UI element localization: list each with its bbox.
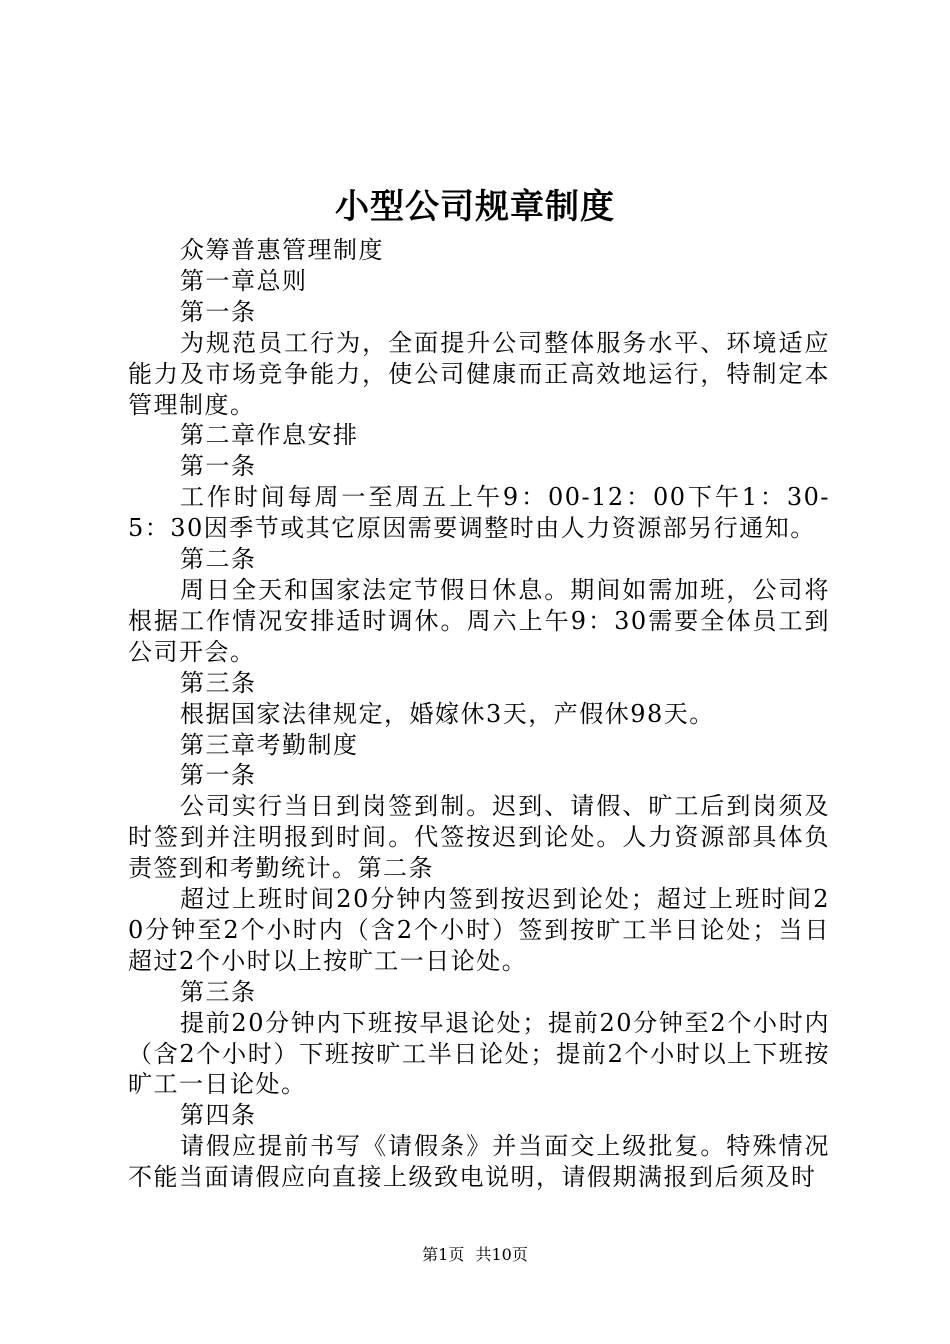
paragraph: 请假应提前书写《请假条》并当面交上级批复。特殊情况不能当面请假应向直接上级致电说明，请假期满报到后须及时 [128,1132,830,1192]
chapter-heading: 第一章总则 [180,266,308,295]
paragraph: 公司实行当日到岗签到制。迟到、请假、旷工后到岗须及时签到并注明报到时间。代签按迟到论处。人力资源部具体负责签到和考勤统计。第二条 [128,792,830,883]
chapter-heading: 第二章作息安排 [180,421,359,450]
article-heading: 第三条 [180,977,257,1006]
page-total: 共10页 [475,1245,528,1264]
article-heading: 第一条 [180,761,257,790]
document-body [128,235,830,1193]
page-footer [0,1243,950,1267]
paragraph: 众筹普惠管理制度 [180,236,384,264]
paragraph: 周日全天和国家法定节假日休息。期间如需加班，公司将根据工作情况安排适时调休。周六上午9：30需要全体员工到公司开会。 [128,575,830,666]
article-heading: 第四条 [180,1101,257,1130]
paragraph: 提前20分钟内下班按早退论处；提前20分钟至2个小时内（含2个小时）下班按旷工半日论处；提前2个小时以上下班按旷工一日论处。 [128,1008,830,1099]
paragraph: 根据国家法律规定，婚嫁休3天，产假休98天。 [180,699,715,728]
paragraph: 工作时间每周一至周五上午9：00-12：00下午1：30-5：30因季节或其它原因需要调整时由人力资源部另行通知。 [128,483,830,543]
page-number: 第1页 [422,1245,465,1264]
document-title: 小型公司规章制度 [335,187,615,227]
article-heading: 第一条 [180,297,257,326]
paragraph: 为规范员工行为，全面提升公司整体服务水平、环境适应能力及市场竞争能力，使公司健康而正高效地运行，特制定本管理制度。 [128,328,830,419]
article-heading: 第三条 [180,668,257,697]
article-heading: 第一条 [180,452,257,481]
chapter-heading: 第三章考勤制度 [180,730,359,759]
article-heading: 第二条 [180,545,257,574]
paragraph: 超过上班时间20分钟内签到按迟到论处；超过上班时间20分钟至2个小时内（含2个小时）签到按旷工半日论处；当日超过2个小时以上按旷工一日论处。 [128,885,830,975]
